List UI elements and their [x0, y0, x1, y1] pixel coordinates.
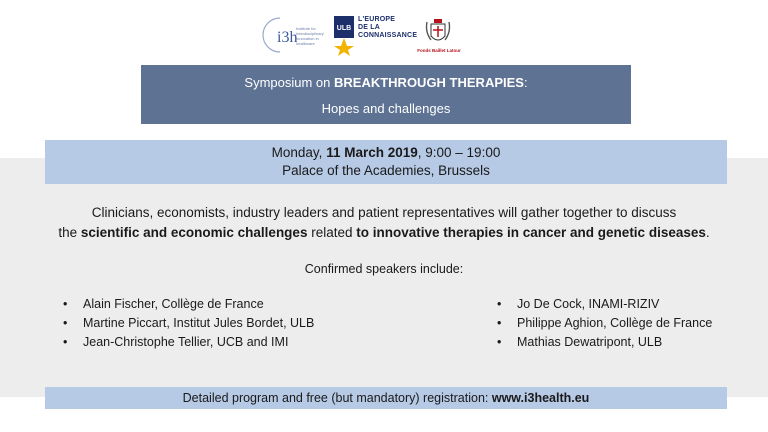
bullet-icon: •: [63, 297, 68, 311]
bullet-icon: •: [63, 335, 68, 349]
logo-bar: [0, 14, 768, 58]
bullet-icon: •: [497, 297, 502, 311]
intro-emphasis-1: scientific and economic challenges: [80, 225, 308, 240]
speaker-item: • Philippe Aghion, Collège de France: [497, 316, 713, 330]
content-band: [0, 158, 768, 397]
baillet-latour-text: Fonds Baillet Latour: [417, 48, 461, 53]
speakers-list-right: [497, 296, 712, 353]
symposium-subtitle: Hopes and challenges: [321, 101, 451, 116]
speaker-item: • Jean-Christophe Tellier, UCB and IMI: [63, 335, 289, 349]
registration-link[interactable]: www.i3health.eu: [491, 391, 590, 405]
symposium-title: Symposium on BREAKTHROUGH THERAPIES:: [244, 75, 528, 90]
i3h-logo-glyph: i3h: [277, 29, 298, 46]
bullet-icon: •: [497, 335, 502, 349]
svg-text:ULB: ULB: [336, 25, 352, 32]
event-venue: Palace of the Academies, Brussels: [282, 163, 490, 178]
bullet-icon: •: [497, 316, 502, 330]
intro-line-2: the scientific and economic challenges related to innovative therapies in cancer and genetic diseases.: [58, 225, 710, 240]
title-emphasis: BREAKTHROUGH THERAPIES: [334, 75, 524, 90]
event-datetime: Monday, 11 March 2019, 9:00 – 19:00: [271, 145, 501, 160]
bullet-icon: •: [63, 316, 68, 330]
ulb-logo-badge: [334, 16, 354, 56]
speaker-item: • Mathias Dewatripont, ULB: [497, 335, 663, 349]
speakers-heading: Confirmed speakers include:: [304, 262, 464, 276]
ulb-star-icon: [334, 38, 354, 56]
speaker-item: • Alain Fischer, Collège de France: [63, 297, 264, 311]
registration-text: Detailed program and free (but mandatory) registration:: [182, 391, 492, 405]
intro-emphasis-2: to innovative therapies in cancer and genetic diseases: [356, 225, 706, 240]
intro-line-1: Clinicians, economists, industry leaders and patient representatives will gather together to discuss: [91, 205, 677, 220]
speakers-list-left: [63, 296, 314, 353]
event-info-box: [45, 140, 727, 184]
crest-icon: [423, 18, 453, 48]
ulb-logo-text: L'EUROPE DE LA CONNAISSANCE: [358, 16, 418, 39]
ulb-logo: [334, 14, 418, 58]
speaker-item: • Jo De Cock, INAMI-RIZIV: [497, 297, 660, 311]
i3h-logo-mark: [268, 16, 298, 54]
i3h-logo: [268, 16, 328, 56]
baillet-latour-logo: [414, 18, 464, 58]
title-banner: [141, 65, 631, 124]
event-date: 11 March 2019: [326, 145, 418, 160]
registration-footer: [45, 387, 727, 409]
i3h-logo-text: Institute for Interdisciplinary Innovation in healthcare: [296, 26, 324, 46]
speaker-item: • Martine Piccart, Institut Jules Bordet, ULB: [63, 316, 315, 330]
